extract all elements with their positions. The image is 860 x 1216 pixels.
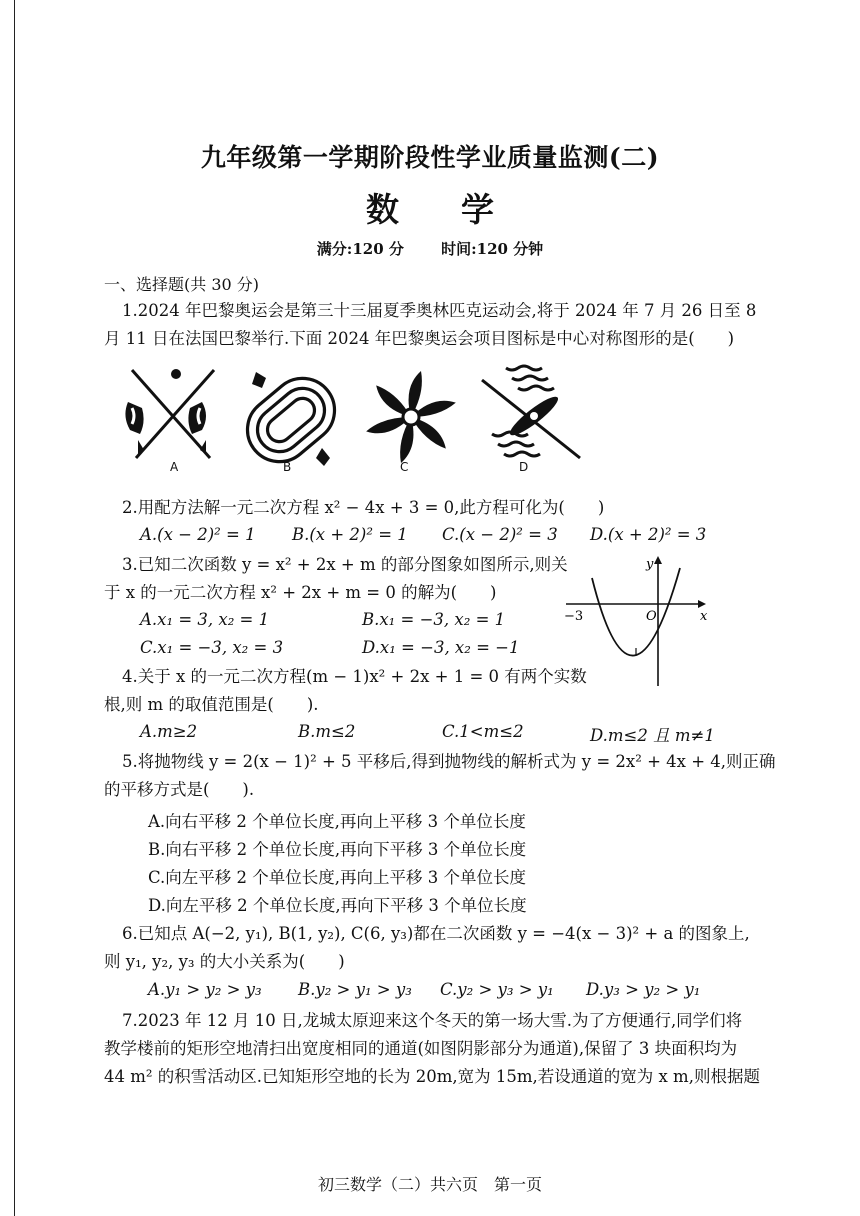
exam-meta (0, 238, 860, 259)
pinwheel-icon (356, 362, 466, 472)
q6-option-c: C.y₂ > y₃ > y₁ (440, 980, 554, 999)
q5-option-c: C.向左平移 2 个单位长度,再向上平移 3 个单位长度 (148, 868, 527, 887)
q7-line3: 44 m² 的积雪活动区.已知矩形空地的长为 20m,宽为 15m,若设通道的宽为 x m,则根据题 (104, 1067, 760, 1086)
graph-origin-label: O (646, 609, 657, 624)
fencing-icon (118, 362, 228, 472)
option-label-a: A (170, 460, 179, 474)
q2-option-a: A.(x − 2)² = 1 (140, 525, 256, 544)
option-label-d: D (519, 460, 529, 474)
q5-option-b: B.向右平移 2 个单位长度,再向下平移 3 个单位长度 (148, 840, 527, 859)
olympic-icons (118, 362, 588, 472)
q6-line1: 6.已知点 A(−2, y₁), B(1, y₂), C(6, y₃)都在二次函数 y = −4(x − 3)² + a 的图象上, (122, 924, 750, 943)
q2-option-d: D.(x + 2)² = 3 (590, 525, 707, 544)
page-edge-line (14, 0, 15, 1216)
q2-option-b: B.(x + 2)² = 1 (292, 525, 408, 544)
option-label-b: B (283, 460, 292, 474)
page-footer: 初三数学（二）共六页 第一页 (317, 1175, 542, 1194)
q4-option-a: A.m≥2 (140, 722, 198, 741)
q4-line2: 根,则 m 的取值范围是( ). (104, 695, 319, 714)
q4-option-b: B.m≤2 (298, 722, 356, 741)
exam-title: 九年级第一学期阶段性学业质量监测(二) (200, 143, 660, 172)
q7-line2: 教学楼前的矩形空地清扫出宽度相同的通道(如图阴影部分为通道),保留了 3 块面积均为 (104, 1039, 738, 1058)
q6-option-d: D.y₃ > y₂ > y₁ (586, 980, 701, 999)
q3-line2: 于 x 的一元二次方程 x² + 2x + m = 0 的解为( ) (104, 583, 497, 602)
q4-option-d: D.m≤2 且 m≠1 (590, 726, 715, 745)
q2-stem: 2.用配方法解一元二次方程 x² − 4x + 3 = 0,此方程可化为( ) (122, 498, 605, 517)
q3-option-b: B.x₁ = −3, x₂ = 1 (362, 610, 506, 629)
graph-y-label: y (646, 557, 654, 572)
q7-line1: 7.2023 年 12 月 10 日,龙城太原迎来这个冬天的第一场大雪.为了方便通行,同学们将 (122, 1011, 743, 1030)
q2-option-c: C.(x − 2)² = 3 (442, 525, 558, 544)
q3-option-d: D.x₁ = −3, x₂ = −1 (362, 638, 520, 657)
full-score: 满分:120 分 (316, 240, 404, 258)
q4-option-c: C.1<m≤2 (442, 722, 524, 741)
q3-line1: 3.已知二次函数 y = x² + 2x + m 的部分图象如图所示,则关 (122, 555, 568, 574)
q6-line2: 则 y₁, y₂, y₃ 的大小关系为( ) (104, 952, 345, 971)
q6-option-a: A.y₁ > y₂ > y₃ (148, 980, 262, 999)
subject-title: 数学 (366, 190, 556, 229)
q5-line1: 5.将抛物线 y = 2(x − 1)² + 5 平移后,得到抛物线的解析式为 y = 2x² + 4x + 4,则正确 (122, 752, 776, 771)
option-label-c: C (400, 460, 409, 474)
q4-line1: 4.关于 x 的一元二次方程(m − 1)x² + 2x + 1 = 0 有两个实数 (122, 667, 587, 686)
track-icon (236, 362, 346, 472)
q1-line1: 1.2024 年巴黎奥运会是第三十三届夏季奥林匹克运动会,将于 2024 年 7 月 26 日至 8 (122, 301, 757, 320)
section-heading: 一、选择题(共 30 分) (104, 275, 260, 294)
q1-line2: 月 11 日在法国巴黎举行.下面 2024 年巴黎奥运会项目图标是中心对称图形的是( ) (104, 329, 735, 348)
canoe-icon (476, 362, 586, 472)
exam-time: 时间:120 分钟 (441, 240, 544, 258)
q6-option-b: B.y₂ > y₁ > y₃ (298, 980, 412, 999)
q3-option-c: C.x₁ = −3, x₂ = 3 (140, 638, 284, 657)
q5-option-a: A.向右平移 2 个单位长度,再向上平移 3 个单位长度 (148, 812, 526, 831)
q3-option-a: A.x₁ = 3, x₂ = 1 (140, 610, 270, 629)
q5-option-d: D.向左平移 2 个单位长度,再向下平移 3 个单位长度 (148, 896, 527, 915)
graph-root-label: −3 (564, 609, 584, 624)
q5-line2: 的平移方式是( ). (104, 780, 255, 799)
graph-x-label: x (700, 609, 708, 624)
